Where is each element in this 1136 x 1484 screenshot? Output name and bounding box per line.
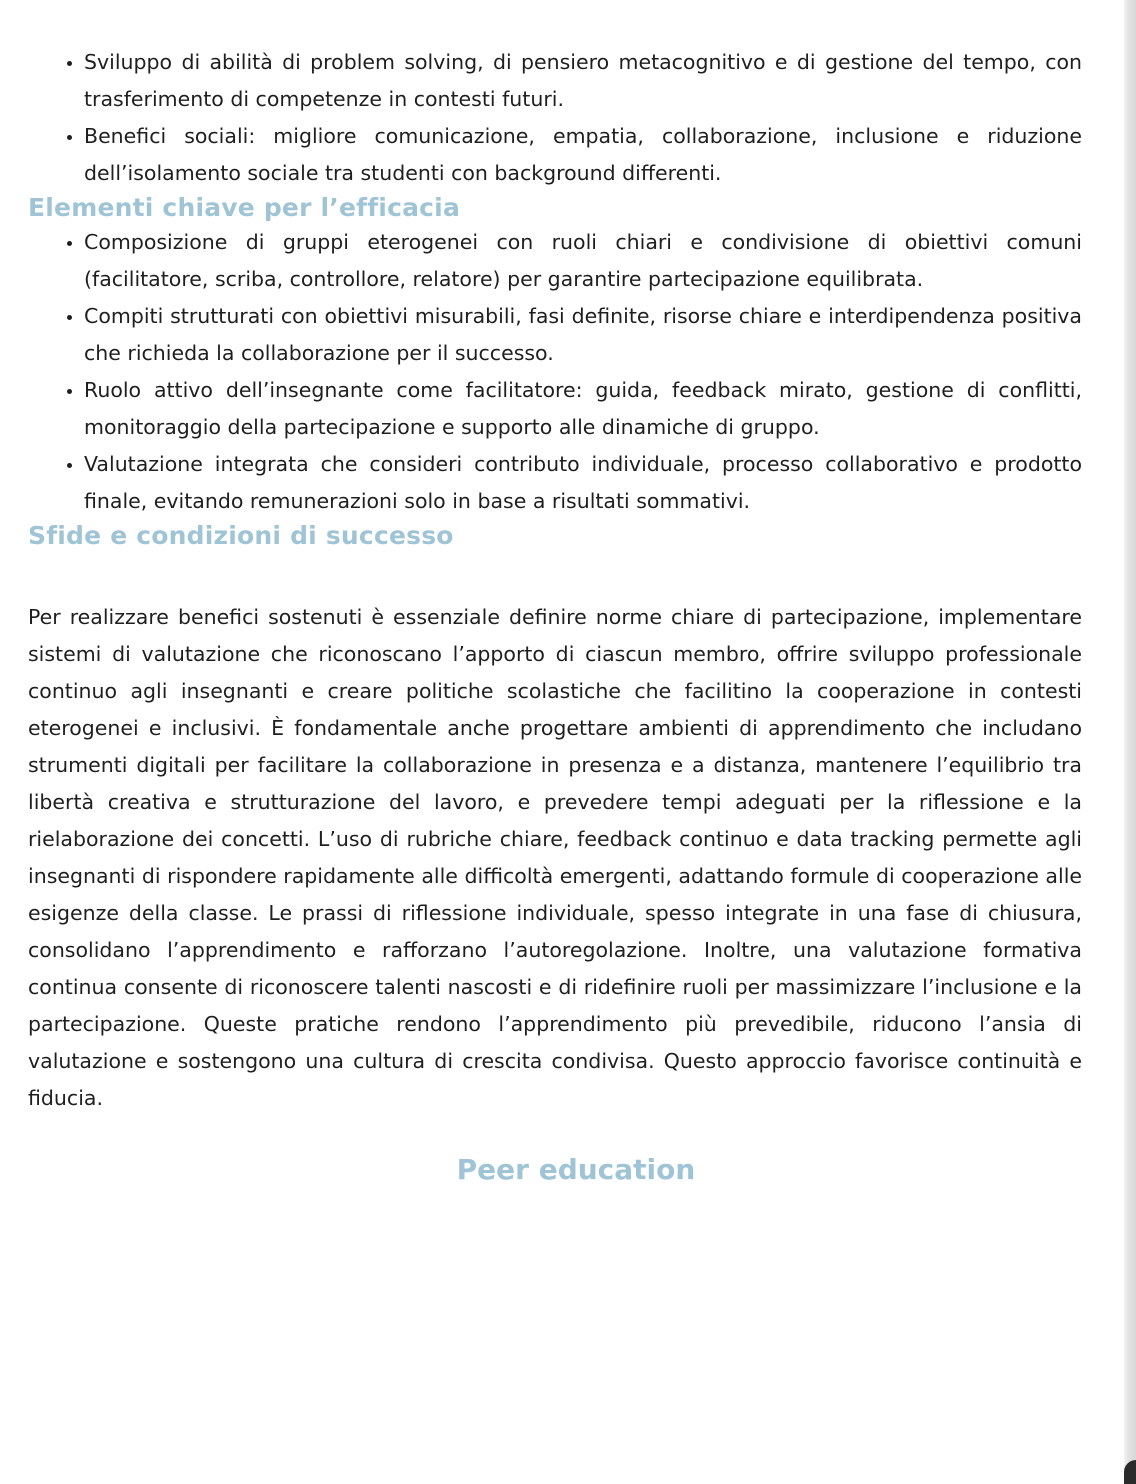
section-title-key-elements: Elementi chiave per l’efficacia <box>28 193 461 222</box>
list-item: • Valutazione integrata che consideri contributo individuale, processo collaborativo e prodotto finale, evitando remunerazioni solo in base a risultati sommativi. <box>84 446 1082 520</box>
page-edge-shadow <box>1124 0 1136 1484</box>
intro-bullet-list <box>28 44 1082 192</box>
section-title-peer-education: Peer education <box>456 1153 696 1186</box>
list-item: • Benefici sociali: migliore comunicazione, empatia, collaborazione, inclusione e riduzione dell’isolamento sociale tra studenti con background differenti. <box>84 118 1082 192</box>
list-item: • Sviluppo di abilità di problem solving, di pensiero metacognitivo e di gestione del tempo, con trasferimento di competenze in contesti futuri. <box>84 44 1082 118</box>
list-item: • Compiti strutturati con obiettivi misurabili, fasi definite, risorse chiare e interdipendenza positiva che richieda la collaborazione per il successo. <box>84 298 1082 372</box>
list-item: • Ruolo attivo dell’insegnante come facilitatore: guida, feedback mirato, gestione di conflitti, monitoraggio della partecipazione e supporto alle dinamiche di gruppo. <box>84 372 1082 446</box>
challenges-paragraph: Per realizzare benefici sostenuti è essenziale definire norme chiare di partecipazione, implementare sistemi di valutazione che riconoscano l’apporto di ciascun membro, offrire sviluppo professionale continuo agli insegnanti e creare politiche scolastiche che facilitino la cooperazione in contesti eterogenei e inclusivi. È fondamentale anche progettare ambienti di apprendimento che includano strumenti digitali per facilitare la collaborazione in presenza e a distanza, mantenere l’equilibrio tra libertà creativa e strutturazione del lavoro, e prevedere tempi adeguati per la riflessione e la rielaborazione dei concetti. L’uso di rubriche chiare, feedback continuo e data tracking permette agli insegnanti di rispondere rapidamente alle difficoltà emergenti, adattando formule di cooperazione alle esigenze della classe. Le prassi di riflessione individuale, spesso integrate in una fase di chiusura, consolidano l’apprendimento e rafforzano l’autoregolazione. Inoltre, una valutazione formativa continua consente di riconoscere talenti nascosti e di ridefinire ruoli per massimizzare l’inclusione e la partecipazione. Queste pratiche rendono l’apprendimento più prevedibile, riducono l’ansia di valutazione e sostengono una cultura di crescita condivisa. Questo approccio favorisce continuità e fiducia. <box>28 605 1082 1110</box>
key-elements-bullet-list <box>28 224 1082 520</box>
window-corner <box>1124 1460 1136 1484</box>
list-item: • Composizione di gruppi eterogenei con ruoli chiari e condivisione di obiettivi comuni (facilitatore, scriba, controllore, relatore) per garantire partecipazione equilibrata. <box>84 224 1082 298</box>
section-title-challenges: Sfide e condizioni di successo <box>28 521 454 550</box>
